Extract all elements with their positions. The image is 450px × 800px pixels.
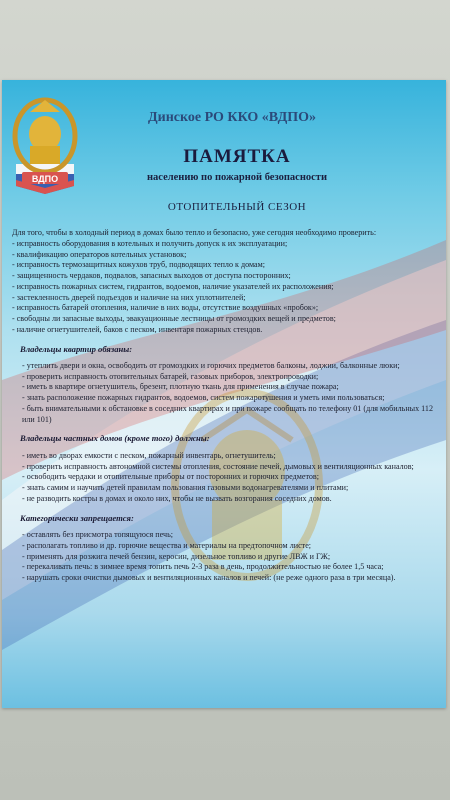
emblem-label: ВДПО	[31, 174, 59, 184]
poster-title: ПАМЯТКА	[183, 146, 291, 167]
list-item: - оставлять без присмотра топящуюся печь;	[22, 530, 174, 540]
list-item: - располагать топливо и др. горючие вещества и материалы на предтопочном листе;	[22, 540, 312, 550]
apartment-owners-list	[12, 361, 440, 426]
section-heading-prohibited: Категорически запрещается:	[20, 512, 134, 523]
intro-text: Для того, чтобы в холодный период в домах было тепло и безопасно, уже сегодня необходимо проверить:	[12, 228, 377, 237]
list-item: - знать расположение пожарных гидрантов, водоемов, систем пожаротушения и уметь ими пользоваться;	[22, 393, 385, 403]
poster-subtitle: населению по пожарной безопасности	[147, 172, 327, 183]
list-item: - не разводить костры в домах и около них, чтобы не вызвать возгорания соседних домов.	[22, 493, 332, 503]
organization-name: Динское РО ККО «ВДПО»	[148, 110, 316, 125]
list-item: - исправность оборудования в котельных и получить допуск к их эксплуатации;	[12, 238, 288, 248]
list-item: - утеплить двери и окна, освободить от громоздких и горючих предметов балконы, лоджии, балконные люки;	[22, 360, 400, 370]
list-item: - перекаливать печь: в зимнее время топить печь 2-3 раза в день, продолжительностью не более 1,5 часа;	[22, 562, 384, 572]
section-heading-house-owners: Владельцы частных домов (кроме того) должны:	[20, 433, 210, 444]
house-owners-list	[12, 451, 440, 505]
prohibited-list	[12, 530, 440, 584]
list-item: - исправность термозащитных кожухов труб, подводящих тепло к домам;	[12, 260, 266, 270]
list-item: - нарушать сроки очистки дымовых и вентиляционных каналов и печей: (не реже одного раза в три месяца).	[22, 573, 396, 583]
list-item: - применять для розжига печей бензин, керосин, дизельное топливо и другие ЛВЖ и ГЖ;	[22, 551, 331, 561]
list-item: - освободить чердаки и отопительные приборы от посторонних и горючих предметов;	[22, 472, 319, 482]
vdpo-emblem-logo	[8, 94, 82, 196]
list-item: - быть внимательными к обстановке в соседних квартирах и при пожаре сообщать по телефону 01 (для мобильных 112 или 101)	[22, 403, 434, 424]
season-title: ОТОПИТЕЛЬНЫЙ СЕЗОН	[167, 201, 307, 213]
check-list	[12, 239, 440, 336]
list-item: - исправность пожарных систем, гидрантов, водоемов, наличие указателей их расположения;	[12, 281, 334, 291]
list-item: - наличие огнетушителей, баков с песком, инвентаря пожарных стендов.	[12, 324, 263, 334]
section-heading-apartment-owners: Владельцы квартир обязаны:	[20, 343, 133, 354]
list-item: - знать самим и научить детей правилам пользования газовыми водонагревателями и плитами;	[22, 483, 349, 493]
poster-content	[12, 228, 440, 584]
list-item: - защищенность чердаков, подвалов, запасных выходов от доступа посторонних;	[12, 271, 291, 280]
list-item: - исправность батарей отопления, наличие в них воды, отсутствие воздушных «пробок»;	[12, 303, 319, 313]
list-item: - проверить исправность отопительных батарей, газовых приборов, электропроводки;	[22, 371, 319, 381]
list-item: - застекленность дверей подъездов и наличие на них уплотнителей;	[12, 292, 246, 302]
fire-safety-poster	[2, 80, 446, 708]
list-item: - иметь в квартире огнетушитель, брезент, плотную ткань для применения в случае пожара;	[22, 382, 339, 392]
list-item: - проверить исправность автономной системы отопления, состояние печей, дымовых и вентиляционных каналов;	[22, 461, 414, 471]
list-item: - свободны ли запасные выходы, эвакуационные лестницы от громоздких вещей и предметов;	[12, 314, 336, 323]
list-item: - квалификацию операторов котельных установок;	[12, 249, 187, 259]
list-item: - иметь во дворах емкости с песком, пожарный инвентарь, огнетушитель;	[22, 450, 276, 460]
